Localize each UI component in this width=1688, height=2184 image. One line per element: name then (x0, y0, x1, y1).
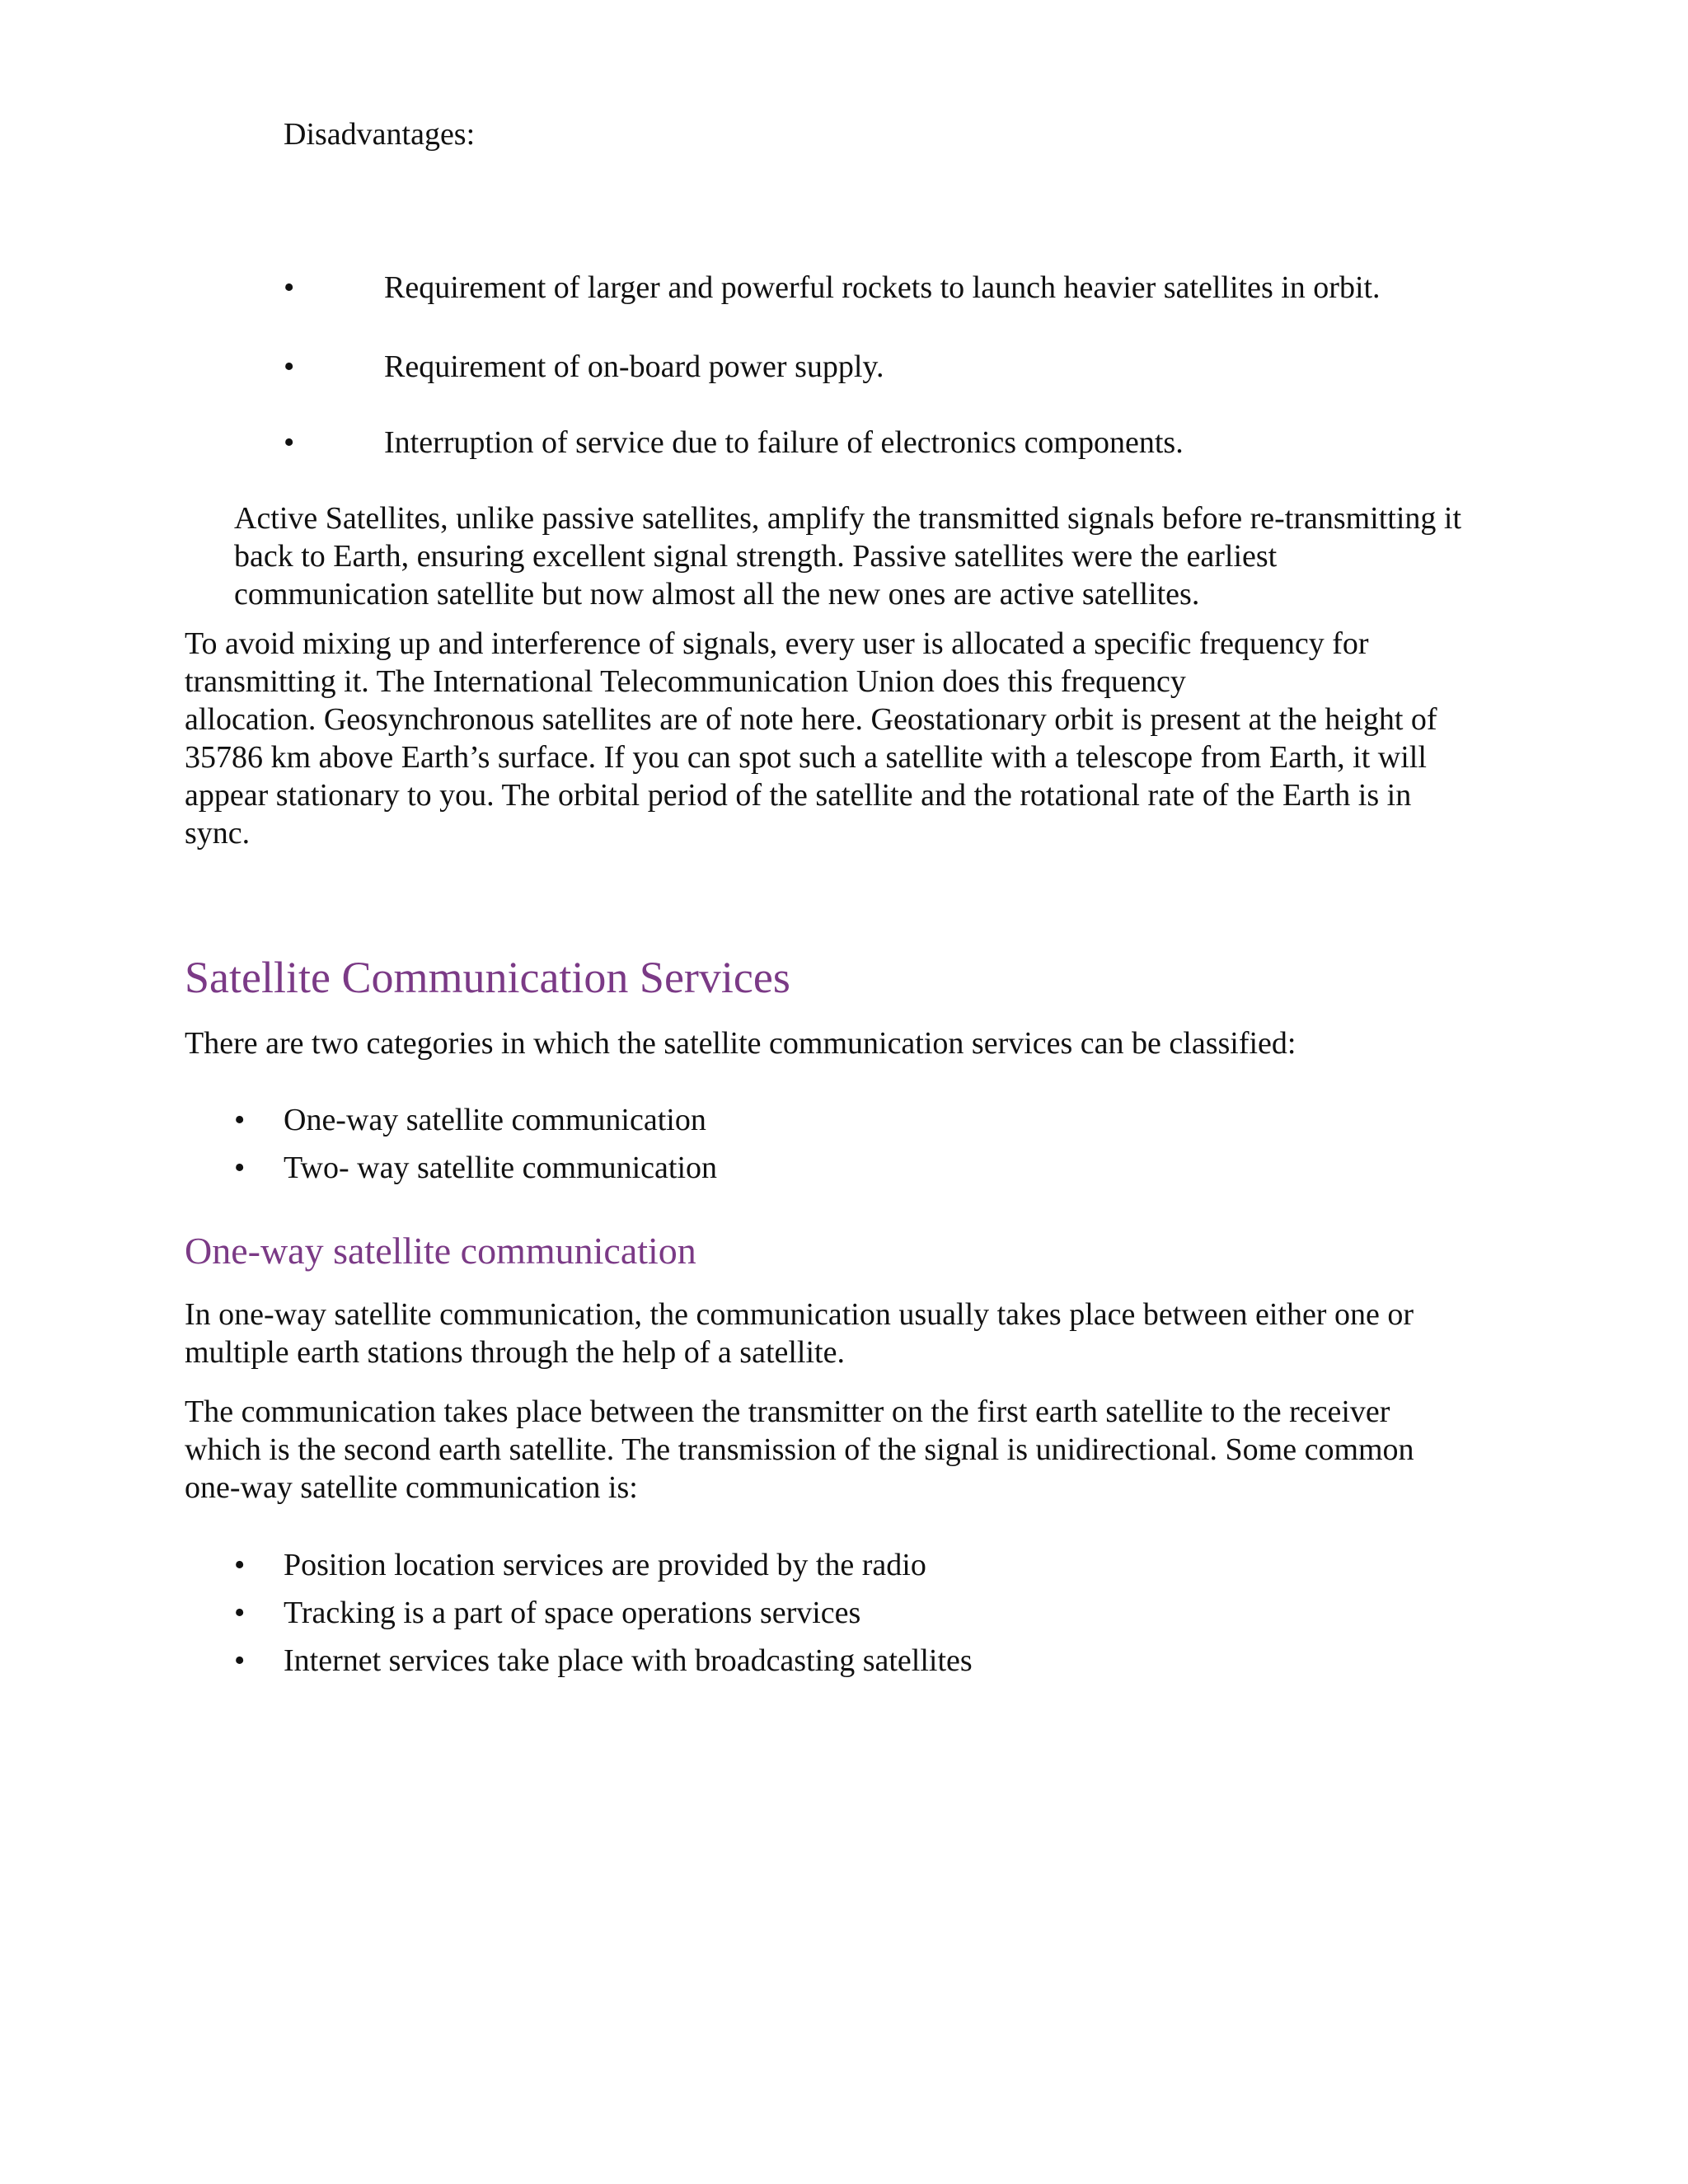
oneway-paragraph-1 (185, 1296, 1414, 1371)
oneway-item-text: Position location services are provided by the radio (284, 1548, 926, 1582)
paragraph-line: In one-way satellite communication, the communication usually takes place between either one or (185, 1297, 1414, 1332)
oneway-paragraph-2 (185, 1393, 1414, 1507)
paragraph-line: one-way satellite communication is: (185, 1470, 638, 1505)
services-heading: Satellite Communication Services (185, 953, 790, 1002)
oneway-item-text: Internet services take place with broadcasting satellites (284, 1643, 973, 1678)
disadvantage-text: Interruption of service due to failure of electronics components. (384, 425, 1184, 460)
paragraph-line: The communication takes place between the transmitter on the first earth satellite to the receiver (185, 1394, 1390, 1429)
paragraph-line: appear stationary to you. The orbital period of the satellite and the rotational rate of the Earth is in (185, 778, 1412, 813)
paragraph-line: which is the second earth satellite. The transmission of the signal is unidirectional. Some common (185, 1432, 1414, 1467)
service-text: One-way satellite communication (284, 1103, 706, 1137)
service-text: Two- way satellite communication (284, 1151, 718, 1185)
bullet-icon: • (284, 270, 295, 305)
paragraph-line: back to Earth, ensuring excellent signal strength. Passive satellites were the earliest (234, 539, 1278, 574)
bullet-icon: • (234, 1151, 246, 1185)
paragraph-line: allocation. Geosynchronous satellites are of note here. Geostationary orbit is present at the height of (185, 702, 1437, 737)
paragraph-line: sync. (185, 816, 251, 851)
services-intro: There are two categories in which the satellite communication services can be classified: (185, 1026, 1296, 1061)
paragraph-line: 35786 km above Earth’s surface. If you can spot such a satellite with a telescope from Earth, it will (185, 740, 1427, 775)
bullet-icon: • (234, 1596, 246, 1630)
disadvantage-text: Requirement of larger and powerful rockets to launch heavier satellites in orbit. (384, 270, 1381, 305)
bullet-icon: • (234, 1103, 246, 1137)
paragraph-line: To avoid mixing up and interference of signals, every user is allocated a specific frequency for (185, 626, 1369, 661)
bullet-icon: • (284, 349, 295, 384)
bullet-icon: • (234, 1548, 246, 1582)
paragraph-line: multiple earth stations through the help of a satellite. (185, 1335, 845, 1370)
active-satellites-paragraph (234, 499, 1461, 613)
disadvantages-label: Disadvantages: (284, 117, 476, 152)
disadvantage-text: Requirement of on-board power supply. (384, 349, 884, 384)
bullet-icon: • (234, 1643, 246, 1678)
bullet-icon: • (284, 425, 295, 460)
frequency-paragraph (185, 625, 1437, 852)
paragraph-line: communication satellite but now almost all the new ones are active satellites. (234, 577, 1200, 612)
oneway-heading: One-way satellite communication (185, 1230, 696, 1272)
paragraph-line: Active Satellites, unlike passive satellites, amplify the transmitted signals before re-transmitting it (234, 501, 1462, 536)
oneway-item-text: Tracking is a part of space operations services (284, 1596, 861, 1630)
paragraph-line: transmitting it. The International Telecommunication Union does this frequency (185, 664, 1186, 699)
